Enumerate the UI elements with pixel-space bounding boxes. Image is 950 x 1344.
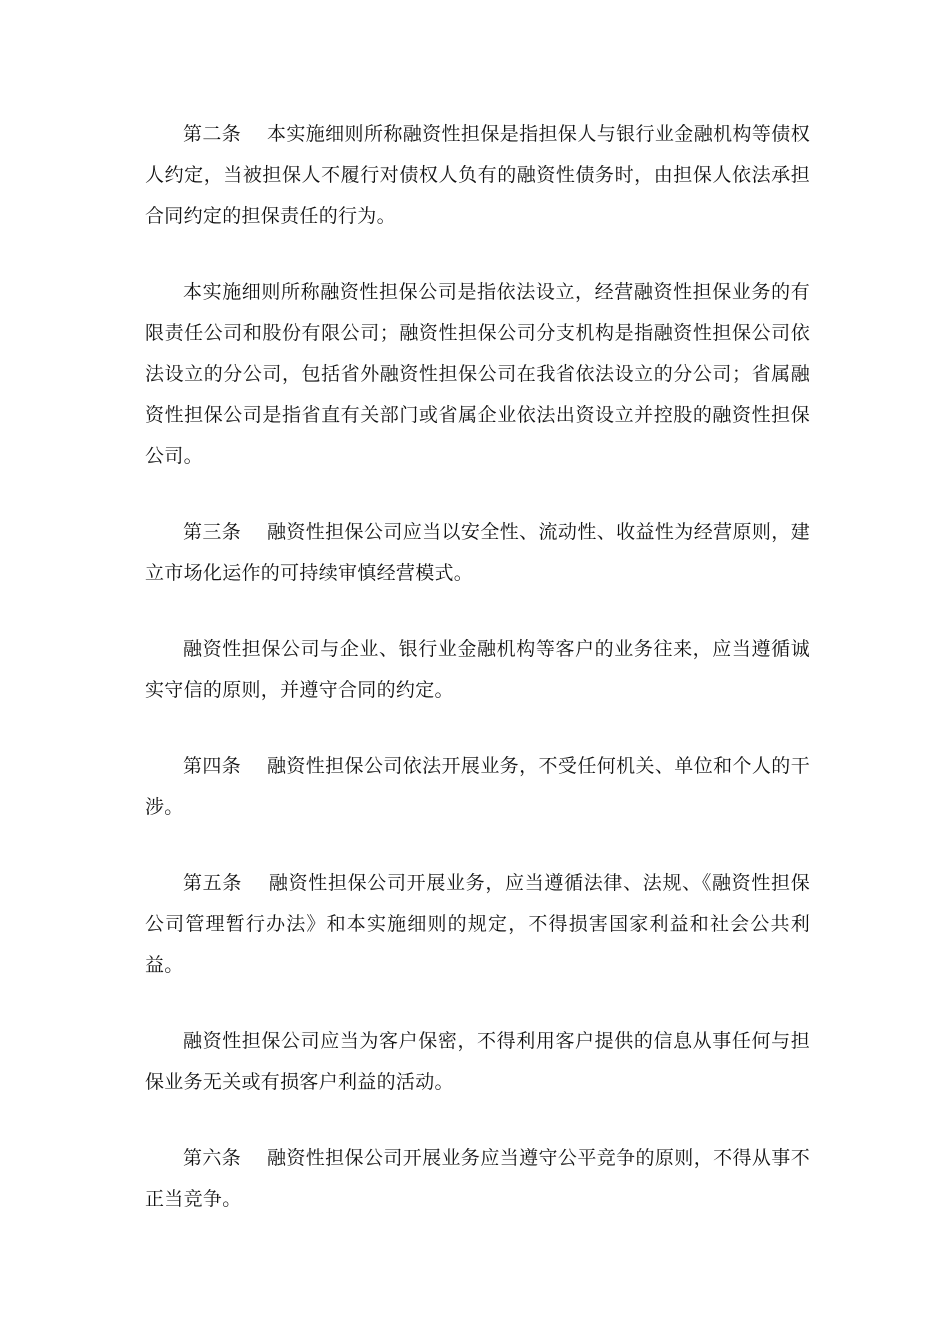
article-label: 第六条 [183,1147,242,1169]
document-body [145,114,810,1255]
article-2-paragraph [145,114,810,237]
paragraph-text: 融资性担保公司开展业务应当遵守公平竞争的原则，不得从事不正当竞争。 [145,1147,810,1210]
article-3-paragraph [145,512,810,594]
paragraph-text: 融资性担保公司依法开展业务，不受任何机关、单位和个人的干涉。 [145,755,810,818]
article-5-paragraph [145,863,810,986]
article-spacer [241,123,267,145]
article-spacer [241,755,267,777]
paragraph-text: 融资性担保公司开展业务，应当遵循法律、法规、《融资性担保公司管理暂行办法》和本实施细则的规定，不得损害国家利益和社会公共利益。 [145,872,811,976]
article-spacer [242,872,269,894]
paragraph-text: 融资性担保公司应当以安全性、流动性、收益性为经营原则，建立市场化运作的可持续审慎经营模式。 [145,521,810,584]
paragraph-text: 融资性担保公司应当为客户保密，不得利用客户提供的信息从事任何与担保业务无关或有损客户利益的活动。 [145,1030,810,1093]
article-3-continuation-paragraph [145,629,810,711]
article-spacer [241,1147,267,1169]
article-spacer [241,521,267,543]
paragraph-text: 融资性担保公司与企业、银行业金融机构等客户的业务往来，应当遵循诚实守信的原则，并遵守合同的约定。 [145,638,810,701]
article-label: 第四条 [183,755,242,777]
article-label: 第二条 [183,123,242,145]
article-4-paragraph [145,746,810,828]
paragraph-text: 本实施细则所称融资性担保是指担保人与银行业金融机构等债权人约定，当被担保人不履行对债权人负有的融资性债务时，由担保人依法承担合同约定的担保责任的行为。 [145,123,810,227]
article-5-continuation-paragraph [145,1021,810,1103]
paragraph-text: 本实施细则所称融资性担保公司是指依法设立，经营融资性担保业务的有限责任公司和股份有限公司；融资性担保公司分支机构是指融资性担保公司依法设立的分公司，包括省外融资性担保公司在我省依法设立的分公司；省属融资性担保公司是指省直有关部门或省属企业依法出资设立并控股的融资性担保公司。 [145,281,810,467]
article-2-continuation-paragraph [145,272,810,477]
article-label: 第三条 [183,521,242,543]
article-label: 第五条 [183,872,243,894]
article-6-paragraph [145,1138,810,1220]
